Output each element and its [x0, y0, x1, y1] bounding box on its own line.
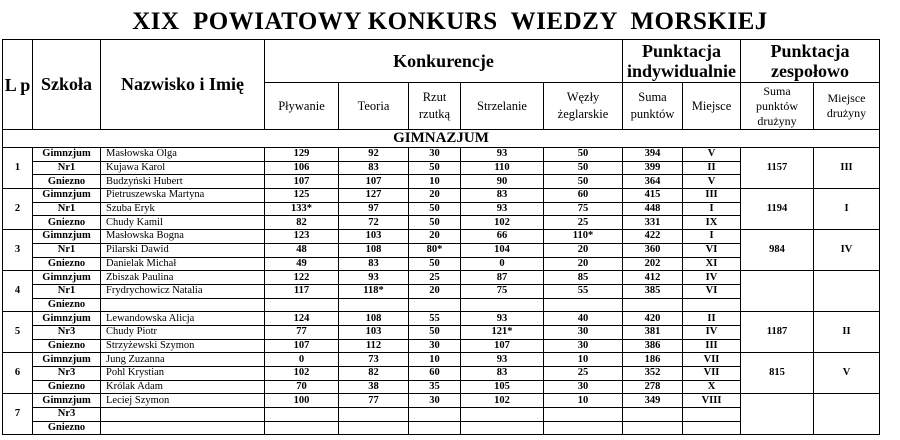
dart-cell: 10 — [409, 175, 461, 189]
knots-cell — [544, 421, 623, 435]
header-team-place: Miejsce drużyny — [814, 83, 880, 130]
dart-cell: 25 — [409, 271, 461, 285]
swimming-cell: 0 — [265, 353, 339, 367]
theory-cell: 77 — [339, 394, 409, 408]
header-competitions: Konkurencje — [265, 40, 623, 83]
header-school: Szkoła — [33, 40, 101, 130]
knots-cell: 50 — [544, 161, 623, 175]
knots-cell: 50 — [544, 148, 623, 162]
team-points-cell: 1157 — [741, 148, 814, 189]
shooting-cell: 93 — [461, 312, 544, 326]
place-cell — [683, 298, 741, 312]
team-place-cell — [814, 271, 880, 312]
knots-cell: 110* — [544, 230, 623, 244]
student-name: Szuba Eryk — [101, 202, 265, 216]
place-cell: V — [683, 175, 741, 189]
swimming-cell: 82 — [265, 216, 339, 230]
swimming-cell — [265, 421, 339, 435]
theory-cell — [339, 421, 409, 435]
student-name: Królak Adam — [101, 380, 265, 394]
points-sum-cell: 385 — [623, 284, 683, 298]
team-place-cell — [814, 394, 880, 435]
school-cell: Gimnzjum — [33, 148, 101, 162]
student-name: Pietruszewska Martyna — [101, 189, 265, 203]
place-cell: IV — [683, 271, 741, 285]
dart-cell — [409, 421, 461, 435]
swimming-cell — [265, 298, 339, 312]
student-name: Masłowska Olga — [101, 148, 265, 162]
team-points-cell: 1194 — [741, 189, 814, 230]
table-row — [3, 230, 880, 244]
swimming-cell: 107 — [265, 339, 339, 353]
shooting-cell: 93 — [461, 202, 544, 216]
theory-cell: 127 — [339, 189, 409, 203]
shooting-cell: 83 — [461, 367, 544, 381]
school-cell: Gimnzjum — [33, 394, 101, 408]
results-table — [2, 39, 880, 435]
knots-cell: 30 — [544, 325, 623, 339]
dart-cell: 10 — [409, 353, 461, 367]
shooting-cell: 0 — [461, 257, 544, 271]
points-sum-cell: 352 — [623, 367, 683, 381]
student-name: Leciej Szymon — [101, 394, 265, 408]
table-row — [3, 353, 880, 367]
table-row — [3, 394, 880, 408]
knots-cell: 60 — [544, 189, 623, 203]
theory-cell: 38 — [339, 380, 409, 394]
theory-cell: 112 — [339, 339, 409, 353]
swimming-cell: 125 — [265, 189, 339, 203]
student-name: Danielak Michał — [101, 257, 265, 271]
place-cell: VI — [683, 243, 741, 257]
student-name: Frydrychowicz Natalia — [101, 284, 265, 298]
shooting-cell: 66 — [461, 230, 544, 244]
student-name: Kujawa Karol — [101, 161, 265, 175]
swimming-cell — [265, 408, 339, 422]
team-place-cell: II — [814, 312, 880, 353]
place-cell: II — [683, 161, 741, 175]
points-sum-cell: 399 — [623, 161, 683, 175]
swimming-cell: 124 — [265, 312, 339, 326]
school-cell: Gimnzjum — [33, 230, 101, 244]
points-sum-cell: 381 — [623, 325, 683, 339]
student-name: Chudy Kamil — [101, 216, 265, 230]
section-title: GIMNAZJUM — [3, 130, 880, 148]
theory-cell: 73 — [339, 353, 409, 367]
knots-cell: 30 — [544, 339, 623, 353]
dart-cell: 30 — [409, 339, 461, 353]
theory-cell: 93 — [339, 271, 409, 285]
team-place-cell: IV — [814, 230, 880, 271]
lp-cell: 2 — [3, 189, 33, 230]
theory-cell: 72 — [339, 216, 409, 230]
shooting-cell: 87 — [461, 271, 544, 285]
place-cell: VII — [683, 353, 741, 367]
place-cell: I — [683, 202, 741, 216]
shooting-cell: 83 — [461, 189, 544, 203]
theory-cell: 83 — [339, 161, 409, 175]
place-cell: XI — [683, 257, 741, 271]
points-sum-cell: 412 — [623, 271, 683, 285]
student-name — [101, 298, 265, 312]
knots-cell: 85 — [544, 271, 623, 285]
points-sum-cell: 186 — [623, 353, 683, 367]
dart-cell: 20 — [409, 189, 461, 203]
team-points-cell: 815 — [741, 353, 814, 394]
place-cell: III — [683, 339, 741, 353]
swimming-cell: 70 — [265, 380, 339, 394]
school-cell: Nr1 — [33, 202, 101, 216]
student-name: Lewandowska Alicja — [101, 312, 265, 326]
place-cell: II — [683, 312, 741, 326]
swimming-cell: 123 — [265, 230, 339, 244]
lp-cell: 7 — [3, 394, 33, 435]
swimming-cell: 49 — [265, 257, 339, 271]
team-points-cell — [741, 394, 814, 435]
points-sum-cell: 386 — [623, 339, 683, 353]
page-title: XIX POWIATOWY KONKURS WIEDZY MORSKIEJ — [132, 8, 768, 35]
points-sum-cell: 360 — [623, 243, 683, 257]
dart-cell: 50 — [409, 216, 461, 230]
place-cell — [683, 421, 741, 435]
swimming-cell: 77 — [265, 325, 339, 339]
knots-cell: 20 — [544, 243, 623, 257]
swimming-cell: 133* — [265, 202, 339, 216]
table-row — [3, 148, 880, 162]
points-sum-cell: 364 — [623, 175, 683, 189]
swimming-cell: 48 — [265, 243, 339, 257]
points-sum-cell: 394 — [623, 148, 683, 162]
place-cell: VI — [683, 284, 741, 298]
dart-cell — [409, 408, 461, 422]
school-cell: Nr3 — [33, 367, 101, 381]
school-cell: Gimnzjum — [33, 189, 101, 203]
school-cell: Gniezno — [33, 421, 101, 435]
place-cell: X — [683, 380, 741, 394]
shooting-cell: 110 — [461, 161, 544, 175]
swimming-cell: 102 — [265, 367, 339, 381]
table-row — [3, 189, 880, 203]
header-name: Nazwisko i Imię — [101, 40, 265, 130]
school-cell: Gniezno — [33, 339, 101, 353]
theory-cell — [339, 298, 409, 312]
header-dart: Rzut rzutką — [409, 83, 461, 130]
dart-cell: 60 — [409, 367, 461, 381]
points-sum-cell — [623, 298, 683, 312]
theory-cell: 118* — [339, 284, 409, 298]
shooting-cell — [461, 408, 544, 422]
student-name: Pohl Krystian — [101, 367, 265, 381]
team-points-cell — [741, 271, 814, 312]
theory-cell — [339, 408, 409, 422]
shooting-cell: 105 — [461, 380, 544, 394]
lp-cell: 5 — [3, 312, 33, 353]
header-knots: Węzły żeglarskie — [544, 83, 623, 130]
lp-cell: 1 — [3, 148, 33, 189]
school-cell: Gniezno — [33, 298, 101, 312]
table-row — [3, 312, 880, 326]
student-name: Masłowska Bogna — [101, 230, 265, 244]
shooting-cell: 75 — [461, 284, 544, 298]
points-sum-cell: 349 — [623, 394, 683, 408]
dart-cell: 30 — [409, 394, 461, 408]
place-cell: IX — [683, 216, 741, 230]
table-row — [3, 271, 880, 285]
shooting-cell: 102 — [461, 216, 544, 230]
school-cell: Nr1 — [33, 161, 101, 175]
school-cell: Gniezno — [33, 175, 101, 189]
school-cell: Nr1 — [33, 243, 101, 257]
lp-cell: 6 — [3, 353, 33, 394]
swimming-cell: 117 — [265, 284, 339, 298]
dart-cell: 20 — [409, 284, 461, 298]
points-sum-cell: 422 — [623, 230, 683, 244]
school-cell: Gimnzjum — [33, 353, 101, 367]
theory-cell: 83 — [339, 257, 409, 271]
school-cell: Nr3 — [33, 325, 101, 339]
school-cell: Gniezno — [33, 257, 101, 271]
theory-cell: 107 — [339, 175, 409, 189]
student-name: Chudy Piotr — [101, 325, 265, 339]
header-place: Miejsce — [683, 83, 741, 130]
header-team-points: Suma punktów drużyny — [741, 83, 814, 130]
school-cell: Nr1 — [33, 284, 101, 298]
knots-cell: 50 — [544, 175, 623, 189]
place-cell — [683, 408, 741, 422]
results-body — [3, 130, 880, 435]
school-cell: Gimnzjum — [33, 271, 101, 285]
knots-cell: 30 — [544, 380, 623, 394]
dart-cell: 35 — [409, 380, 461, 394]
team-place-cell: III — [814, 148, 880, 189]
shooting-cell: 90 — [461, 175, 544, 189]
header-shooting: Strzelanie — [461, 83, 544, 130]
school-cell: Gniezno — [33, 216, 101, 230]
school-cell: Nr3 — [33, 408, 101, 422]
knots-cell: 25 — [544, 367, 623, 381]
knots-cell: 10 — [544, 353, 623, 367]
place-cell: V — [683, 148, 741, 162]
dart-cell: 50 — [409, 257, 461, 271]
student-name: Pilarski Dawid — [101, 243, 265, 257]
place-cell: VII — [683, 367, 741, 381]
knots-cell: 10 — [544, 394, 623, 408]
theory-cell: 103 — [339, 325, 409, 339]
team-place-cell: V — [814, 353, 880, 394]
student-name: Strzyżewski Szymon — [101, 339, 265, 353]
student-name: Zbiszak Paulina — [101, 271, 265, 285]
dart-cell: 30 — [409, 148, 461, 162]
shooting-cell: 121* — [461, 325, 544, 339]
shooting-cell: 102 — [461, 394, 544, 408]
theory-cell: 108 — [339, 243, 409, 257]
theory-cell: 92 — [339, 148, 409, 162]
student-name — [101, 408, 265, 422]
theory-cell: 108 — [339, 312, 409, 326]
place-cell: I — [683, 230, 741, 244]
knots-cell: 40 — [544, 312, 623, 326]
team-place-cell: I — [814, 189, 880, 230]
knots-cell: 75 — [544, 202, 623, 216]
dart-cell: 20 — [409, 230, 461, 244]
place-cell: VIII — [683, 394, 741, 408]
swimming-cell: 129 — [265, 148, 339, 162]
points-sum-cell — [623, 421, 683, 435]
student-name — [101, 421, 265, 435]
swimming-cell: 107 — [265, 175, 339, 189]
swimming-cell: 100 — [265, 394, 339, 408]
student-name: Budzyński Hubert — [101, 175, 265, 189]
shooting-cell — [461, 298, 544, 312]
points-sum-cell: 448 — [623, 202, 683, 216]
shooting-cell — [461, 421, 544, 435]
school-cell: Gimnzjum — [33, 312, 101, 326]
place-cell: III — [683, 189, 741, 203]
points-sum-cell: 278 — [623, 380, 683, 394]
team-points-cell: 1187 — [741, 312, 814, 353]
header-theory: Teoria — [339, 83, 409, 130]
lp-cell: 4 — [3, 271, 33, 312]
points-sum-cell: 420 — [623, 312, 683, 326]
header-individual: Punktacja indywidualnie — [623, 40, 741, 83]
swimming-cell: 106 — [265, 161, 339, 175]
points-sum-cell — [623, 408, 683, 422]
points-sum-cell: 415 — [623, 189, 683, 203]
dart-cell: 50 — [409, 325, 461, 339]
student-name: Jung Zuzanna — [101, 353, 265, 367]
dart-cell: 80* — [409, 243, 461, 257]
knots-cell — [544, 408, 623, 422]
shooting-cell: 107 — [461, 339, 544, 353]
points-sum-cell: 202 — [623, 257, 683, 271]
header-lp: L p — [3, 40, 33, 130]
lp-cell: 3 — [3, 230, 33, 271]
dart-cell — [409, 298, 461, 312]
knots-cell — [544, 298, 623, 312]
knots-cell: 55 — [544, 284, 623, 298]
school-cell: Gniezno — [33, 380, 101, 394]
knots-cell: 20 — [544, 257, 623, 271]
theory-cell: 103 — [339, 230, 409, 244]
shooting-cell: 93 — [461, 148, 544, 162]
theory-cell: 82 — [339, 367, 409, 381]
header-swimming: Pływanie — [265, 83, 339, 130]
dart-cell: 55 — [409, 312, 461, 326]
shooting-cell: 93 — [461, 353, 544, 367]
team-points-cell: 984 — [741, 230, 814, 271]
dart-cell: 50 — [409, 161, 461, 175]
knots-cell: 25 — [544, 216, 623, 230]
swimming-cell: 122 — [265, 271, 339, 285]
shooting-cell: 104 — [461, 243, 544, 257]
header-points-sum: Suma punktów — [623, 83, 683, 130]
dart-cell: 50 — [409, 202, 461, 216]
place-cell: IV — [683, 325, 741, 339]
points-sum-cell: 331 — [623, 216, 683, 230]
header-team: Punktacja zespołowo — [741, 40, 880, 83]
theory-cell: 97 — [339, 202, 409, 216]
